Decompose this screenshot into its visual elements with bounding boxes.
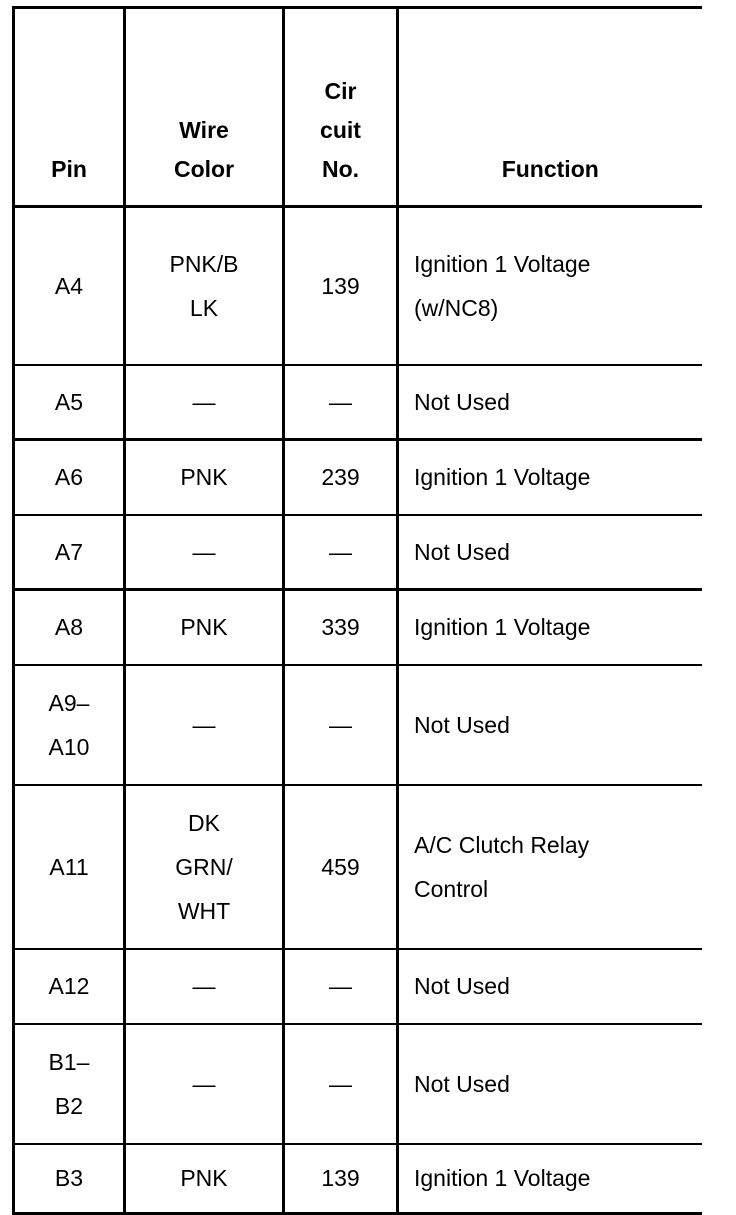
function-cell [398, 949, 702, 1024]
wire-color-cell [125, 515, 284, 590]
circuit-cell [284, 1024, 398, 1144]
function-cell [398, 590, 702, 665]
wire-color-cell [125, 207, 284, 365]
function-label: A/C Clutch Relay Control [414, 831, 590, 902]
wire-color-label: PNK/B LK [169, 250, 239, 321]
function-label: Ignition 1 Voltage [414, 464, 591, 491]
pin-label: A12 [48, 973, 90, 999]
circuit-cell [284, 785, 398, 949]
circuit-label: — [329, 711, 352, 738]
wire-color-column-header: Wire Color [125, 8, 284, 207]
table-row [14, 590, 702, 665]
function-cell [398, 440, 702, 515]
wire-color-cell [125, 785, 284, 949]
pin-label: A5 [54, 388, 84, 415]
pin-label: A11 [49, 853, 89, 880]
pin-cell [14, 207, 125, 365]
pin-column-header: Pin [14, 8, 125, 207]
pin-cell [14, 440, 125, 515]
wire-color-label: — [192, 538, 216, 565]
function-label: Not Used [414, 711, 510, 738]
wire-color-label: PNK [180, 464, 228, 491]
pin-label: A9– A10 [48, 689, 90, 760]
connector-pinout-table [12, 6, 702, 1215]
pin-label: A8 [54, 614, 84, 641]
wire-color-cell [125, 665, 284, 785]
function-label: Ignition 1 Voltage (w/NC8) [414, 250, 591, 321]
pin-label: A6 [54, 464, 84, 491]
circuit-label: 139 [321, 272, 360, 299]
wire-color-cell [125, 590, 284, 665]
table-row [14, 1024, 702, 1144]
function-cell [398, 1024, 702, 1144]
table-row [14, 365, 702, 440]
wire-color-label: PNK [180, 1165, 228, 1192]
wire-color-label: — [192, 973, 216, 999]
circuit-label: 239 [321, 464, 360, 491]
table-row [14, 785, 702, 949]
table-row [14, 440, 702, 515]
function-cell [398, 207, 702, 365]
pin-label: B3 [54, 1165, 84, 1192]
circuit-cell [284, 515, 398, 590]
table-row [14, 949, 702, 1024]
circuit-label: 139 [321, 1165, 360, 1192]
circuit-label: — [329, 973, 352, 999]
pin-cell [14, 665, 125, 785]
wire-color-label: — [192, 1070, 216, 1097]
circuit-cell [284, 949, 398, 1024]
circuit-label: — [329, 1070, 352, 1097]
circuit-cell [284, 365, 398, 440]
circuit-label: — [329, 388, 352, 415]
pin-label: A7 [54, 538, 84, 565]
wire-color-label: — [192, 711, 216, 738]
wire-color-cell [125, 365, 284, 440]
function-label: Not Used [414, 388, 510, 415]
function-column-header: Function [398, 8, 702, 207]
wire-color-cell [125, 1144, 284, 1214]
circuit-cell [284, 1144, 398, 1214]
wire-color-cell [125, 1024, 284, 1144]
circuit-label: — [329, 538, 352, 565]
pin-label: A4 [54, 272, 84, 299]
function-cell [398, 515, 702, 590]
wire-color-label: DK GRN/ WHT [175, 809, 233, 924]
function-cell [398, 1144, 702, 1214]
function-cell [398, 785, 702, 949]
function-cell [398, 365, 702, 440]
circuit-cell [284, 440, 398, 515]
table-row [14, 1144, 702, 1214]
pin-cell [14, 1024, 125, 1144]
function-label: Not Used [414, 538, 510, 565]
circuit-cell [284, 207, 398, 365]
wire-color-cell [125, 949, 284, 1024]
pin-cell [14, 590, 125, 665]
function-label: Not Used [414, 1070, 510, 1097]
wire-color-label: PNK [180, 614, 228, 641]
circuit-cell [284, 590, 398, 665]
circuit-number-column-header: Cir cuit No. [284, 8, 398, 207]
pin-cell [14, 785, 125, 949]
header-row [14, 8, 702, 207]
pin-label: B1– B2 [48, 1048, 90, 1119]
table-row [14, 665, 702, 785]
wire-color-label: — [192, 388, 216, 415]
circuit-label: 339 [321, 614, 360, 641]
function-label: Ignition 1 Voltage [414, 614, 591, 641]
table-row [14, 207, 702, 365]
function-label: Not Used [414, 973, 510, 999]
circuit-cell [284, 665, 398, 785]
pin-cell [14, 515, 125, 590]
pin-cell [14, 1144, 125, 1214]
function-label: Ignition 1 Voltage [414, 1165, 591, 1192]
wire-color-cell [125, 440, 284, 515]
function-cell [398, 665, 702, 785]
pin-cell [14, 949, 125, 1024]
circuit-label: 459 [321, 853, 360, 880]
pin-cell [14, 365, 125, 440]
table-row [14, 515, 702, 590]
